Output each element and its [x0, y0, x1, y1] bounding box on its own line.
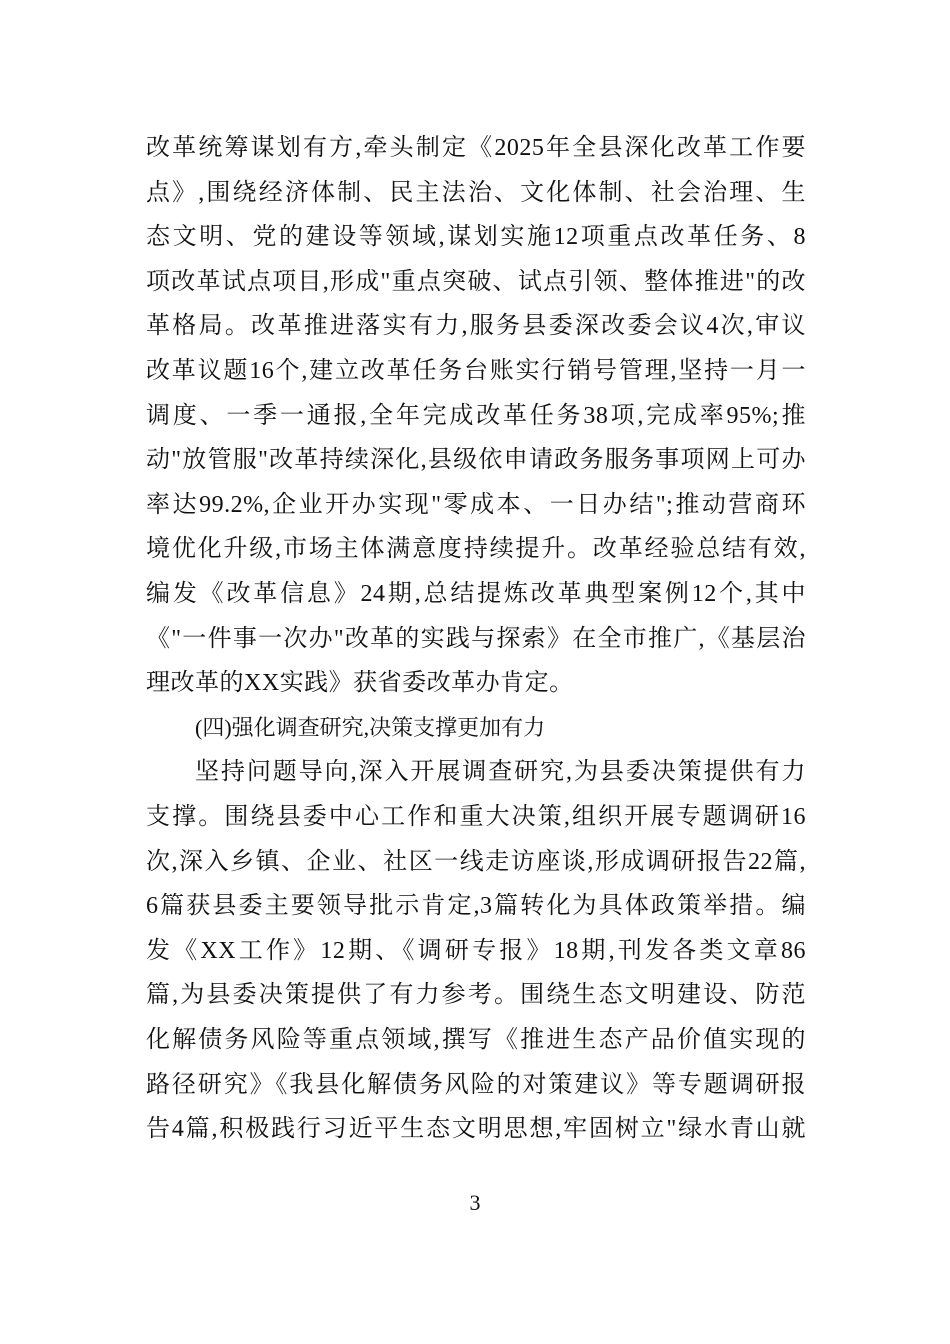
text-line: 理改革的XX实践》获省委改革办肯定。: [146, 670, 574, 697]
section-heading: (四)强化调查研究,决策支撑更加有力: [195, 714, 546, 740]
text-line: 编发《改革信息》24期,总结提炼改革典型案例12个,其中: [146, 581, 806, 607]
text-line: 点》,围绕经济体制、民主法治、文化体制、社会治理、生: [146, 179, 806, 206]
text-line: 态文明、党的建设等领域,谋划实施12项重点改革任务、8: [146, 224, 806, 251]
text-line: 告4篇,积极践行习近平生态文明思想,牢固树立"绿水青山就: [146, 1116, 806, 1143]
text-line: 动"放管服"改革持续深化,县级依申请政务服务事项网上可办: [146, 447, 806, 474]
text-line: 路径研究》《我县化解债务风险的对策建议》等专题调研报: [146, 1071, 806, 1098]
text-line: 革格局。改革推进落实有力,服务县委深改委会议4次,审议: [146, 313, 806, 340]
text-line: 项改革试点项目,形成"重点突破、试点引领、整体推进"的改: [146, 268, 806, 295]
text-line: 改革议题16个,建立改革任务台账实行销号管理,坚持一月一: [146, 358, 806, 384]
page-number: 3: [469, 1190, 481, 1215]
text-line: 6篇获县委主要领导批示肯定,3篇转化为具体政策举措。编: [146, 893, 806, 920]
text-line: 境优化升级,市场主体满意度持续提升。改革经验总结有效,: [146, 536, 806, 563]
text-line: 率达99.2%,企业开办实现"零成本、一日办结";推动营商环: [146, 491, 806, 518]
text-line: 支撑。围绕县委中心工作和重大决策,组织开展专题调研16: [146, 804, 806, 830]
text-line: 《"一件事一次办"改革的实践与探索》在全市推广,《基层治: [146, 625, 806, 652]
text-line: 改革统筹谋划有方,牵头制定《2025年全县深化改革工作要: [146, 135, 806, 161]
text-line: 坚持问题导向,深入开展调查研究,为县委决策提供有力: [195, 759, 806, 786]
text-line: 篇,为县委决策提供了有力参考。围绕生态文明建设、防范: [146, 982, 806, 1009]
text-line: 调度、一季一通报,全年完成改革任务38项,完成率95%;推: [146, 402, 806, 429]
text-line: 次,深入乡镇、企业、社区一线走访座谈,形成调研报告22篇,: [146, 848, 806, 875]
text-line: 发《XX工作》12期、《调研专报》18期,刊发各类文章86: [146, 937, 806, 964]
text-line: 化解债务风险等重点领域,撰写《推进生态产品价值实现的: [146, 1027, 806, 1053]
